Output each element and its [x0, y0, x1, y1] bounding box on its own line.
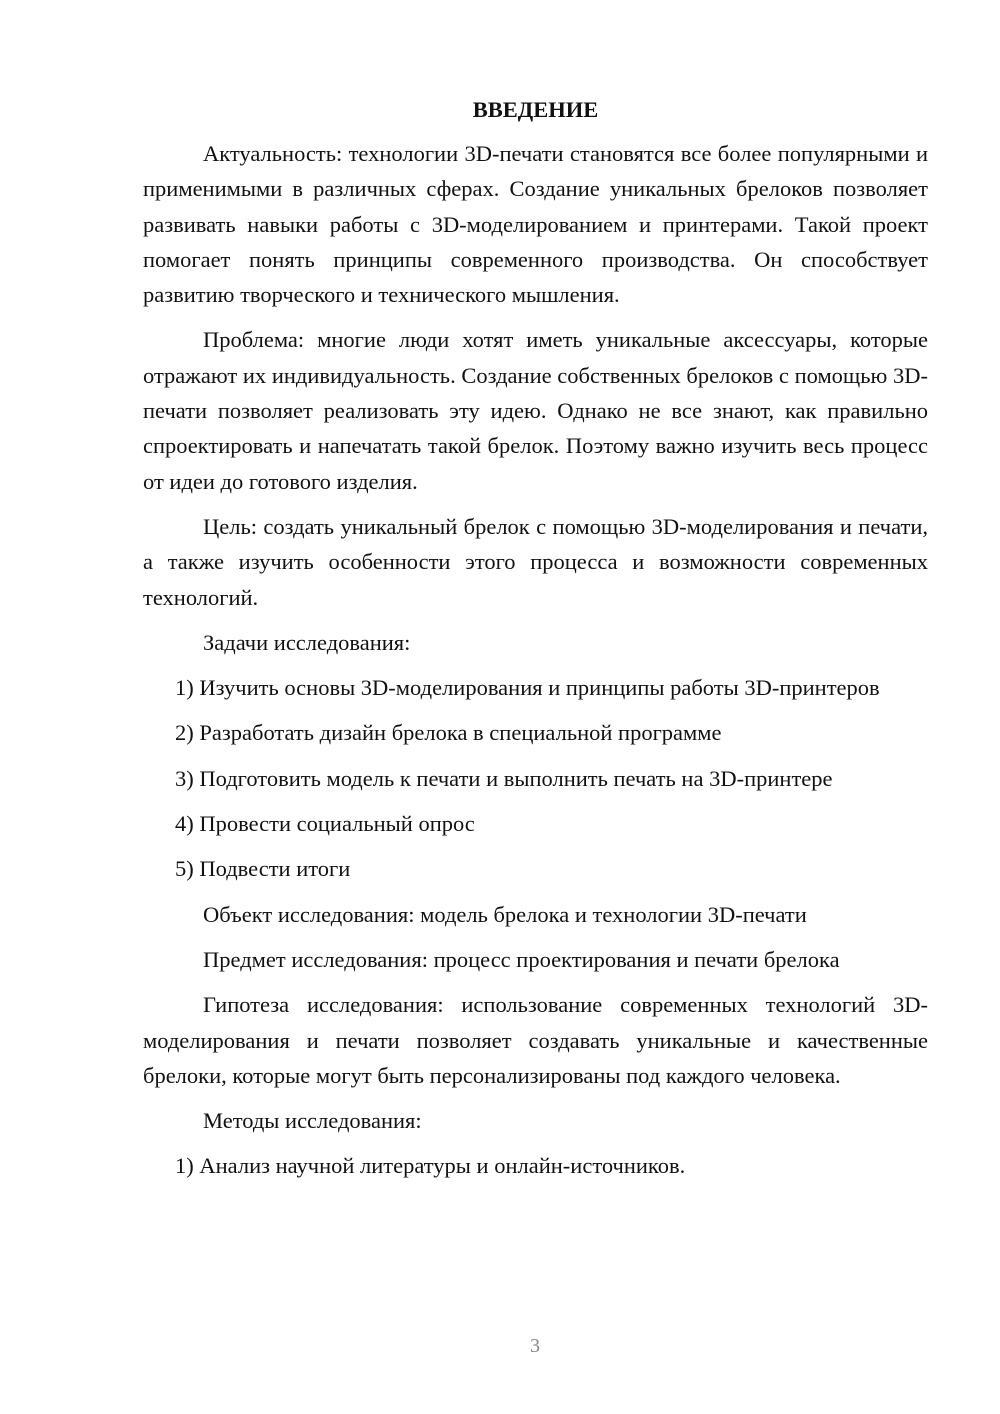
method-item-1: 1) Анализ научной литературы и онлайн-источников.: [175, 1153, 686, 1179]
research-subject: Предмет исследования: процесс проектирования и печати брелока: [203, 946, 840, 972]
task-item-4: 4) Провести социальный опрос: [175, 811, 475, 837]
problem-paragraph: Проблема: многие люди хотят иметь уникальные аксессуары, которые отражают их индивидуальность. Создание собственных брелоков с помощью 3D-печати позволяет реализовать эту идею. Однако не все знают, как правильно спроектировать и напечатать такой брелок. Поэтому важно изучить весь процесс от идеи до готового изделия.: [143, 327, 928, 494]
relevance-paragraph: Актуальность: технологии 3D-печати становятся все более популярными и применимыми в различных сферах. Создание уникальных брелоков позволяет развивать навыки работы с 3D-моделированием и принтерами. Такой проект помогает понять принципы современного производства. Он способствует развитию творческого и технического мышления.: [143, 141, 928, 308]
task-item-1: 1) Изучить основы 3D-моделирования и принципы работы 3D-принтеров: [175, 675, 880, 701]
page-number: 3: [530, 1335, 540, 1357]
page-title: ВВЕДЕНИЕ: [472, 97, 599, 122]
hypothesis-paragraph: Гипотеза исследования: использование современных технологий 3D-моделирования и печати позволяет создавать уникальные и качественные брелоки, которые могут быть персонализированы под каждого человека.: [143, 992, 928, 1088]
research-object: Объект исследования: модель брелока и технологии 3D-печати: [203, 901, 807, 927]
task-item-5: 5) Подвести итоги: [175, 856, 351, 882]
task-item-3: 3) Подготовить модель к печати и выполнить печать на 3D-принтере: [175, 765, 833, 791]
goal-paragraph: Цель: создать уникальный брелок с помощью 3D-моделирования и печати, а также изучить особенности этого процесса и возможности современных технологий.: [143, 513, 928, 610]
document-body: [143, 92, 928, 1194]
task-item-2: 2) Разработать дизайн брелока в специальной программе: [175, 720, 722, 746]
tasks-heading: Задачи исследования:: [203, 629, 411, 655]
methods-heading: Методы исследования:: [203, 1108, 422, 1134]
